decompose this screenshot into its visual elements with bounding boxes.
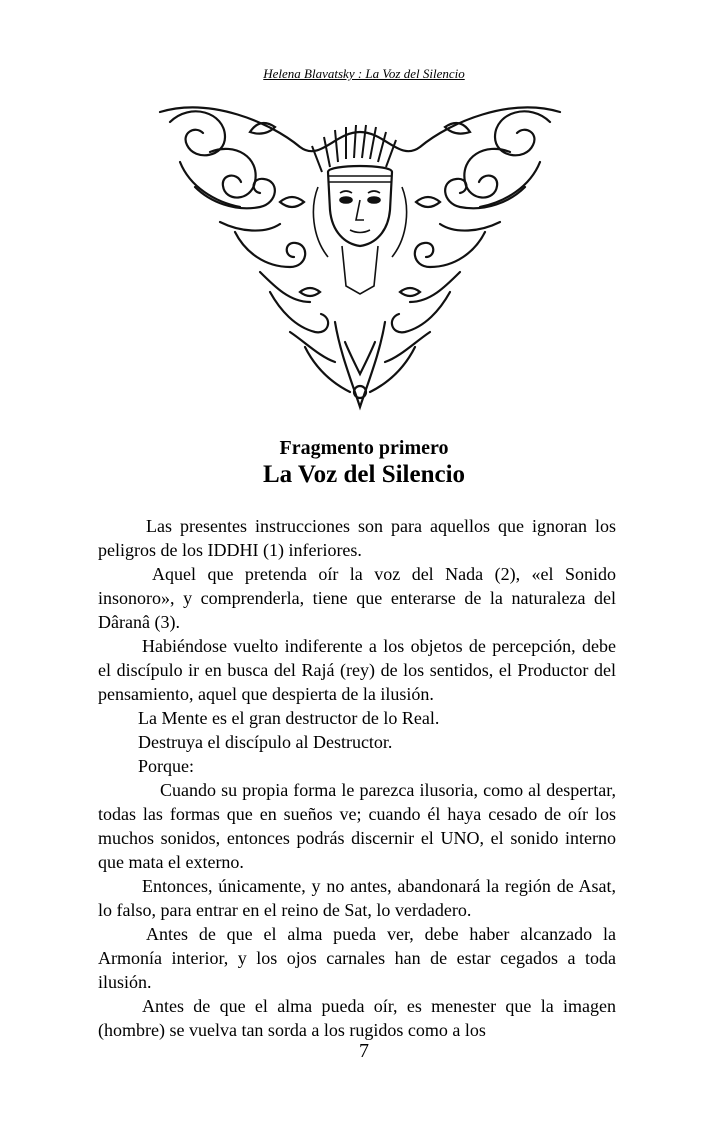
page-number: 7 [359, 1040, 369, 1062]
ornamental-head-vignette-icon [150, 92, 570, 417]
chapter-heading [0, 436, 728, 490]
paragraph: Antes de que el alma pueda ver, debe haber alcanzado la Armonía interior, y los ojos carnales han de estar cegados a toda ilusión. [98, 924, 616, 992]
chapter-subtitle: Fragmento primero [279, 437, 449, 459]
paragraph: Las presentes instrucciones son para aquellos que ignoran los peligros de los IDDHI (1) inferiores. [98, 516, 616, 560]
paragraph: Habiéndose vuelto indiferente a los objetos de percepción, debe el discípulo ir en busca del Rajá (rey) de los sentidos, el Productor del pensamiento, aquel que despierta de la ilusión. [98, 636, 616, 704]
running-header-text: Helena Blavatsky : La Voz del Silencio [263, 66, 465, 81]
paragraph: Antes de que el alma pueda oír, es menester que la imagen (hombre) se vuelva tan sorda a los rugidos como a los [98, 996, 616, 1040]
paragraph: La Mente es el gran destructor de lo Real. [138, 708, 440, 728]
paragraph: Destruya el discípulo al Destructor. [138, 732, 393, 752]
chapter-title: La Voz del Silencio [262, 461, 466, 488]
paragraph: Cuando su propia forma le parezca ilusoria, como al despertar, todas las formas que en sueños ve; cuando él haya cesado de oír los muchos sonidos, entonces podrás discernir el UNO, el sonido interno que mata el externo. [98, 780, 616, 872]
body-text [98, 514, 616, 1042]
paragraph: Aquel que pretenda oír la voz del Nada (2), «el Sonido insonoro», y comprenderla, tiene que enterarse de la naturaleza del Dâranâ (3). [98, 564, 616, 632]
paragraph: Entonces, únicamente, y no antes, abandonará la región de Asat, lo falso, para entrar en el reino de Sat, lo verdadero. [98, 876, 616, 920]
paragraph: Porque: [138, 756, 194, 776]
running-header [0, 66, 728, 82]
